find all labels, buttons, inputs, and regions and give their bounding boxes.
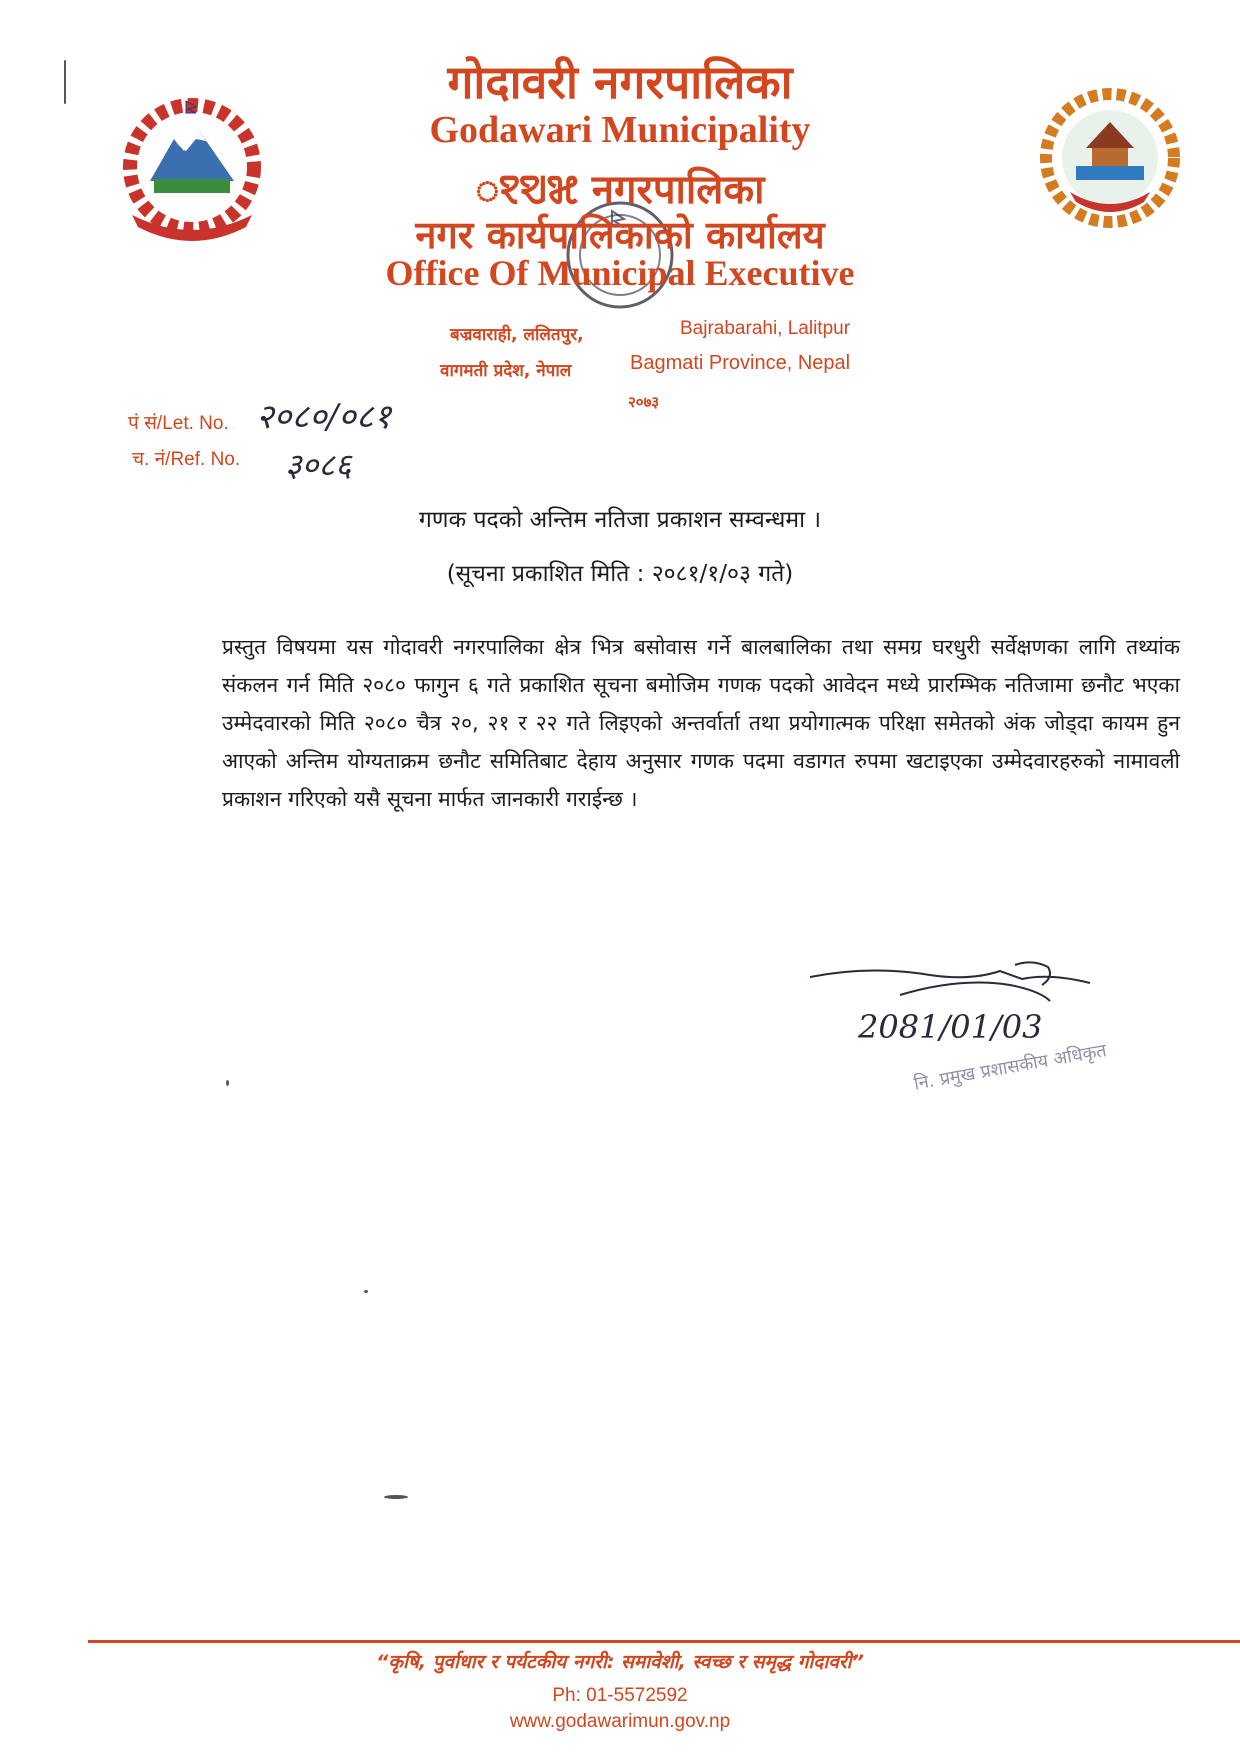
office-name-english: Office Of Municipal Executive bbox=[385, 253, 855, 293]
signature-date: 2081/01/03 bbox=[858, 1008, 1043, 1046]
scan-speck bbox=[64, 60, 66, 104]
office-name-nepali: नगर कार्यपालिकाको कार्यालय bbox=[415, 213, 825, 257]
letter-subject: गणक पदको अन्तिम नतिजा प्रकाशन सम्वन्धमा । bbox=[418, 507, 822, 533]
address-english-line-2: Bagmati Province, Nepal bbox=[630, 352, 851, 374]
established-year: २०७३ bbox=[628, 393, 660, 411]
letter-body-paragraph: प्रस्तुत विषयमा यस गोदावरी नगरपालिका क्षेत्र भित्र बसोवास गर्ने बालबालिका तथा समग्र घरधुरी सर्वेक्षणका लागि तथ्यांक संकलन गर्न मिति २०८० फागुन ६ गते प्रकाशित सूचना बमोजिम गणक पदको आवेदन मध्ये प्रारम्भिक नतिजामा छनौट भएका उम्मेदवारको मिति २०८० चैत्र २०, २१ र २२ गते लिइएको अन्तर्वार्ता तथा प्रयोगात्मक परिक्षा समेतको अंक जोड्दा कायम हुन आएको अन्तिम योग्यताक्रम छनौट समितिबाट देहाय अनुसार गणक पदमा वडागत रुपमा खटाइएका उम्मेदवारहरुको नामावली प्रकाशन गरिएको यसै सूचना मार्फत जानकारी गराईन्छ । bbox=[222, 635, 1180, 811]
reference-number-value: ३०८६ bbox=[285, 446, 352, 484]
address-nepali-line-1: बज्रवाराही, ललितपुर, bbox=[450, 325, 584, 345]
signatory-designation: नि. प्रमुख प्रशासकीय अधिकृत bbox=[912, 1040, 1109, 1095]
reference-number-label: च. नं/Ref. No. bbox=[132, 449, 241, 470]
municipality-name-english: Godawari Municipality bbox=[429, 109, 811, 151]
letter-number-label: पं सं/Let. No. bbox=[128, 413, 229, 434]
municipality-name-newa: ꣁꣂꣃ नगरपालिका bbox=[475, 167, 765, 213]
footer-divider bbox=[88, 1640, 1240, 1643]
scan-speck bbox=[384, 1495, 408, 1499]
notice-publish-date: (सूचना प्रकाशित मिति : २०८१/१/०३ गते) bbox=[446, 561, 794, 587]
scan-speck bbox=[364, 1290, 368, 1293]
address-english-line-1: Bajrabarahi, Lalitpur bbox=[680, 318, 851, 339]
scan-speck bbox=[226, 1080, 229, 1086]
footer-phone: Ph: 01-5572592 bbox=[552, 1685, 688, 1706]
municipality-name-nepali: गोदावरी नगरपालिका bbox=[447, 55, 793, 109]
address-nepali-line-2: वागमती प्रदेश, नेपाल bbox=[440, 361, 572, 381]
footer-website: www.godawarimun.gov.np bbox=[509, 1711, 731, 1732]
letter-number-value: २०८०/०८१ bbox=[256, 397, 392, 437]
footer-slogan: “कृषि, पुर्वाधार र पर्यटकीय नगरी: समावेशी, स्वच्छ र समृद्ध गोदावरी” bbox=[376, 1651, 864, 1673]
